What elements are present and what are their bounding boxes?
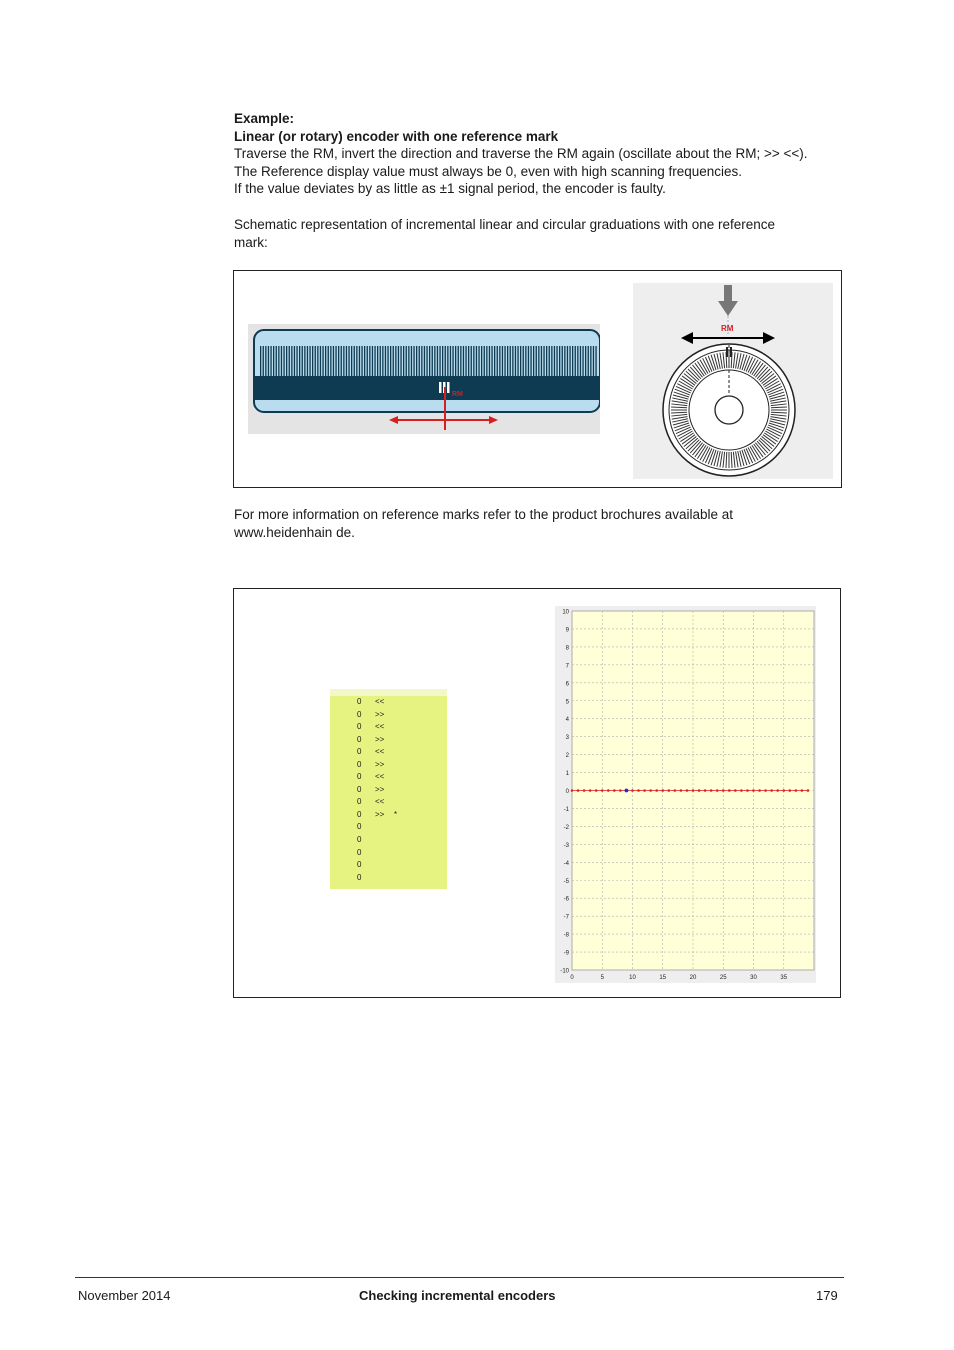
row-value: 0 (357, 784, 362, 794)
data-point (619, 789, 622, 792)
x-tick-label: 5 (600, 975, 604, 981)
row-value: 0 (357, 747, 362, 757)
schematic-intro-line-2: mark: (234, 234, 268, 250)
table-row (330, 872, 447, 885)
data-point (704, 789, 707, 792)
data-point (649, 789, 652, 792)
row-marker: * (394, 809, 398, 819)
linear-encoder-illustration (248, 324, 600, 434)
data-point (776, 789, 779, 792)
schematic-intro-line-1: Schematic representation of incremental linear and circular graduations with one reference (234, 217, 776, 232)
data-point (770, 789, 773, 792)
row-direction: >> (375, 759, 385, 769)
y-tick-label: -2 (563, 824, 569, 831)
table-row (330, 709, 447, 722)
data-point (801, 789, 804, 792)
row-direction: << (375, 747, 385, 757)
y-tick-label: -4 (563, 860, 569, 867)
data-point (746, 789, 749, 792)
y-tick-label: 1 (565, 771, 569, 778)
data-point (661, 789, 664, 792)
footer-title: Checking incremental encoders (359, 1288, 556, 1303)
y-tick-label: 3 (565, 735, 569, 742)
example-section (234, 110, 854, 198)
data-point (758, 789, 761, 792)
table-row (330, 859, 447, 872)
data-point (637, 789, 640, 792)
table-row (330, 759, 447, 772)
row-direction: << (375, 697, 385, 706)
more-info (234, 506, 854, 541)
row-direction: << (375, 797, 385, 807)
table-row (330, 847, 447, 860)
y-tick-label: -3 (563, 842, 569, 849)
y-tick-label: 8 (565, 645, 569, 652)
x-tick-label: 15 (659, 975, 667, 981)
row-direction: >> (375, 784, 385, 794)
body-line-2: The Reference display value must always be 0, even with high scanning frequencies. (234, 163, 743, 179)
more-info-line-1: For more information on reference marks refer to the product brochures available at (234, 507, 733, 522)
table-header (330, 689, 447, 696)
y-tick-label: -9 (563, 950, 569, 957)
data-point (613, 789, 616, 792)
reference-value-chart (555, 606, 816, 983)
table-row (330, 796, 447, 809)
y-tick-label: 2 (565, 753, 569, 760)
x-tick-label: 30 (750, 975, 757, 981)
row-value: 0 (357, 709, 362, 719)
data-point (789, 789, 792, 792)
data-point (607, 789, 610, 792)
row-direction: >> (375, 809, 385, 819)
data-point (595, 789, 598, 792)
data-point (601, 789, 604, 792)
row-direction: >> (375, 734, 385, 744)
y-tick-label: -7 (563, 914, 569, 921)
body-line-3: If the value deviates by as little as ±1 signal period, the encoder is faulty. (234, 181, 666, 197)
data-point (740, 789, 743, 792)
row-value: 0 (357, 772, 362, 782)
schematic-intro (234, 216, 854, 251)
data-point (734, 789, 737, 792)
page-number: 179 (816, 1288, 838, 1303)
row-value: 0 (357, 822, 362, 832)
y-tick-label: 0 (565, 789, 569, 795)
data-point (583, 789, 586, 792)
reference-value-table (330, 689, 447, 889)
x-tick-label: 25 (719, 975, 727, 981)
data-point (764, 789, 767, 792)
data-point (698, 789, 701, 792)
data-point (680, 789, 683, 792)
footer-date: November 2014 (78, 1288, 171, 1303)
data-point (722, 789, 725, 792)
x-tick-label: 20 (689, 975, 697, 981)
row-value: 0 (357, 809, 362, 819)
data-point (577, 789, 580, 792)
footer-rule (75, 1277, 844, 1278)
encoder-schematic-figure (233, 270, 842, 488)
table-row (330, 721, 447, 734)
y-tick-label: -1 (563, 806, 569, 813)
data-point (631, 789, 634, 792)
data-point (668, 789, 671, 792)
row-value: 0 (357, 797, 362, 807)
data-point (728, 789, 731, 792)
data-point (674, 789, 677, 792)
y-tick-label: 4 (565, 717, 569, 724)
y-tick-label: -10 (560, 968, 569, 975)
table-row (330, 696, 447, 709)
body-line-1: Traverse the RM, invert the direction and traverse the RM again (oscillate about the RM; >> <<). (234, 146, 808, 162)
data-point (782, 789, 785, 792)
data-point (571, 789, 574, 792)
row-value: 0 (357, 847, 362, 857)
data-point (795, 789, 798, 792)
linear-scale-graphic (248, 324, 600, 434)
data-point (752, 789, 755, 792)
rotary-encoder-illustration (633, 283, 833, 479)
data-point (807, 789, 810, 792)
row-value: 0 (357, 835, 362, 845)
row-value: 0 (357, 759, 362, 769)
table-row (330, 771, 447, 784)
table-row (330, 809, 447, 822)
y-tick-label: -8 (563, 932, 569, 939)
linear-rm-label: RM (452, 391, 463, 398)
data-point (643, 789, 646, 792)
row-value: 0 (357, 872, 362, 882)
y-tick-label: 7 (565, 663, 569, 670)
x-tick-label: 0 (570, 975, 574, 981)
data-point (692, 789, 695, 792)
data-point (589, 789, 592, 792)
example-subtitle: Linear (or rotary) encoder with one reference mark (234, 128, 559, 144)
data-point (686, 789, 689, 792)
table-row (330, 821, 447, 834)
row-direction: >> (375, 709, 385, 719)
row-value: 0 (357, 722, 362, 732)
rotary-rm-label: RM (721, 324, 734, 333)
table-row (330, 734, 447, 747)
current-data-point (625, 789, 629, 793)
table-row (330, 834, 447, 847)
y-tick-label: -6 (563, 896, 569, 903)
more-info-line-2: www.heidenhain de. (234, 524, 355, 540)
y-tick-label: 5 (565, 699, 569, 706)
y-tick-label: -5 (563, 878, 569, 885)
table-row (330, 784, 447, 797)
data-point (655, 789, 658, 792)
data-point (710, 789, 713, 792)
data-point (716, 789, 719, 792)
row-value: 0 (357, 697, 362, 706)
y-tick-label: 6 (565, 681, 569, 688)
table-row (330, 746, 447, 759)
x-tick-label: 35 (780, 975, 788, 981)
y-tick-label: 10 (562, 609, 569, 616)
example-label: Example: (234, 111, 295, 126)
row-direction: << (375, 772, 385, 782)
y-tick-label: 9 (565, 627, 569, 634)
x-tick-label: 10 (629, 975, 636, 981)
row-value: 0 (357, 734, 362, 744)
row-value: 0 (357, 860, 362, 870)
reference-value-figure (233, 588, 841, 998)
row-direction: << (375, 722, 385, 732)
